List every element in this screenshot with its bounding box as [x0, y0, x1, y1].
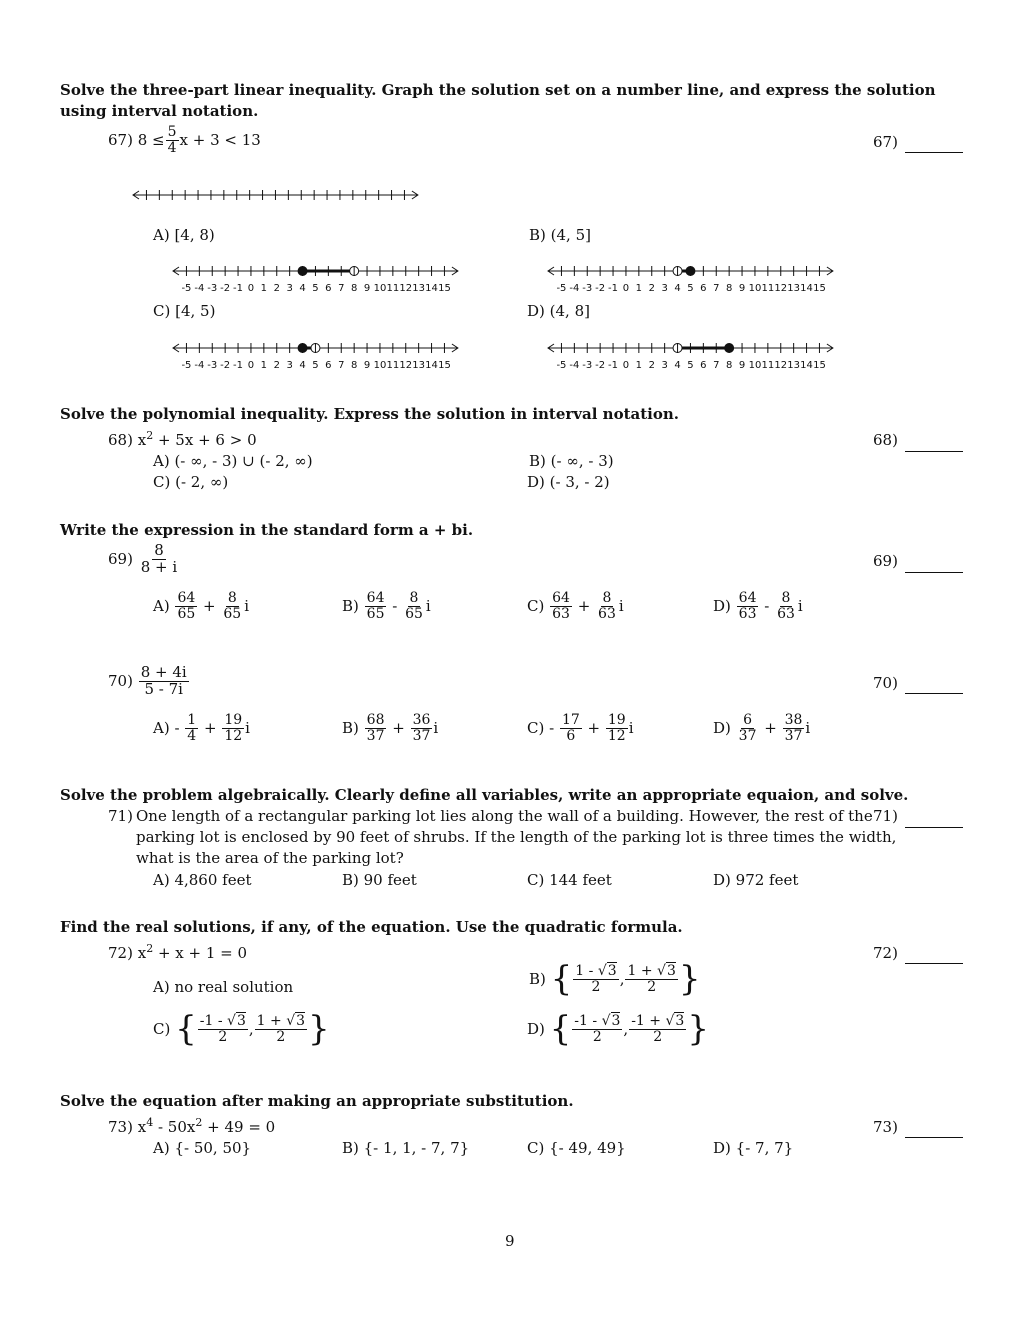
q70-choice-d[interactable]: [713, 713, 810, 743]
tick-label: 11: [386, 283, 400, 294]
q71-text-line-1: One length of a rectangular parking lot lies along the wall of a building. However, the rest of the: [136, 807, 873, 825]
tick-label: 2: [273, 360, 280, 371]
q70-answer-blank[interactable]: [905, 693, 963, 694]
tick-label: -4: [194, 360, 205, 371]
imaginary-unit: i: [433, 719, 439, 738]
fraction: $\frac{17}{6}$: [561, 712, 580, 744]
tick-label: 9: [738, 283, 746, 294]
tick-label: 5: [687, 283, 694, 294]
q68-answer-blank[interactable]: [905, 451, 963, 452]
tick-label: 4: [299, 360, 306, 371]
q71-answer-blank[interactable]: [905, 827, 963, 828]
operator: +: [199, 719, 222, 738]
tick-label: -2: [220, 283, 231, 294]
choice-letter: B): [342, 719, 364, 738]
comma: ,: [248, 1020, 254, 1038]
choice-letter: D): [527, 1020, 550, 1038]
choice-letter: A): [153, 719, 175, 738]
q68-choice-c[interactable]: C) (- 2, ∞): [153, 473, 229, 491]
q67-left: 8 ≤: [137, 131, 165, 150]
tick-label: 7: [338, 283, 345, 294]
q71-text-line-2: parking lot is enclosed by 90 feet of shrubs. If the length of the parking lot is three times the width,: [136, 828, 897, 846]
imaginary-unit: i: [244, 597, 250, 616]
q68-choice-b[interactable]: B) (- ∞, - 3): [529, 452, 614, 470]
q67-right: x + 3 < 13: [179, 131, 261, 150]
tick-label: 14: [425, 360, 438, 371]
root-fraction: $\frac{1 + √3}{2}$: [256, 1012, 306, 1045]
tick-label: 12: [774, 283, 788, 294]
tick-label: 12: [774, 360, 788, 371]
question-68: 68) $x^2 + 5x + 6 > 0$: [108, 429, 257, 449]
root-fraction: $\frac{-1 - √3}{2}$: [574, 1012, 621, 1045]
question-69: 69) $\frac{8}{8 + i}$: [108, 541, 178, 576]
left-brace: {: [175, 1009, 197, 1049]
tick-label: 0: [622, 360, 630, 371]
imaginary-unit: i: [805, 719, 811, 738]
tick-label: 10: [748, 360, 762, 371]
tick-label: -2: [595, 360, 606, 371]
fraction: $\frac{6}{37}$: [738, 712, 757, 744]
q67-number-line-c: [170, 339, 460, 373]
tick-label: -4: [569, 360, 580, 371]
q68-choice-d[interactable]: D) (- 3, - 2): [527, 473, 610, 491]
q72-choice-c[interactable]: [153, 1009, 330, 1049]
q69-choice-a[interactable]: [153, 591, 249, 621]
tick-label: 12: [399, 360, 413, 371]
q67-number-line-b: [545, 262, 835, 296]
fraction: $\frac{8}{63}$: [598, 590, 616, 622]
page-number: 9: [505, 1232, 515, 1250]
q69-answer-blank[interactable]: [905, 572, 963, 573]
q72-answer-blank[interactable]: [905, 963, 963, 964]
q73-answer-label: 73): [873, 1118, 898, 1136]
instruction-linear-inequality: Solve the three-part linear inequality. Graph the solution set on a number line, and express the solution using interval notation.: [60, 81, 936, 120]
tick-label: 3: [286, 283, 293, 294]
fraction: $\frac{64}{63}$: [552, 590, 570, 622]
q73-answer-blank[interactable]: [905, 1137, 963, 1138]
tick-label: 8: [725, 283, 733, 294]
fraction: $\frac{64}{65}$: [177, 590, 196, 622]
tick-label: 7: [713, 283, 720, 294]
q70-answer-label: 70): [873, 674, 898, 692]
root-fraction: $\frac{-1 - √3}{2}$: [199, 1012, 246, 1045]
root-fraction: $\frac{-1 + √3}{2}$: [631, 1012, 685, 1045]
q67-choice-a[interactable]: A) [4, 8): [153, 226, 215, 244]
q67-choice-b[interactable]: B) (4, 5]: [529, 226, 591, 244]
q73-choice-c[interactable]: C) {- 49, 49}: [527, 1139, 626, 1157]
tick-label: 5: [687, 360, 694, 371]
tick-label: 0: [622, 283, 630, 294]
q69-choice-c[interactable]: [527, 591, 624, 621]
tick-label: 4: [674, 360, 681, 371]
q69-choice-d[interactable]: [713, 591, 803, 621]
q71-choice-b[interactable]: B) 90 feet: [342, 871, 417, 889]
question-67: [108, 125, 261, 155]
q67-number-line-d: [545, 339, 835, 373]
choice-letter: A): [153, 597, 175, 616]
imaginary-unit: i: [245, 719, 250, 738]
sign: -: [174, 719, 185, 738]
fraction: $\frac{19}{12}$: [224, 712, 243, 744]
tick-label: 11: [386, 360, 400, 371]
fraction: $\frac{8}{65}$: [405, 590, 423, 622]
tick-label: 1: [635, 360, 643, 371]
tick-label: 6: [700, 360, 707, 371]
closed-endpoint: [724, 343, 734, 353]
q71-choice-d[interactable]: D) 972 feet: [713, 871, 799, 889]
q71-number: 71): [108, 807, 133, 825]
tick-label: 8: [725, 360, 733, 371]
right-brace: }: [687, 1009, 709, 1049]
tick-label: 1: [260, 360, 268, 371]
choice-letter: D): [713, 597, 736, 616]
tick-label: 8: [350, 360, 358, 371]
operator: +: [759, 719, 782, 738]
closed-endpoint: [685, 266, 695, 276]
tick-label: 12: [399, 283, 413, 294]
tick-label: 14: [800, 283, 813, 294]
tick-label: -2: [220, 360, 231, 371]
instruction-quadratic-formula: Find the real solutions, if any, of the equation. Use the quadratic formula.: [60, 918, 683, 936]
root-fraction: $\frac{1 + √3}{2}$: [627, 962, 676, 995]
operator: +: [198, 597, 221, 616]
left-brace: {: [550, 959, 573, 999]
operator: -: [759, 597, 775, 616]
tick-label: 7: [713, 360, 720, 371]
choice-letter: C): [153, 1020, 176, 1038]
fraction: $\frac{38}{37}$: [784, 712, 803, 744]
tick-label: 13: [412, 283, 426, 294]
fraction: $\frac{68}{37}$: [366, 712, 385, 744]
tick-label: 14: [425, 283, 438, 294]
instruction-polynomial-inequality: Solve the polynomial inequality. Express the solution in interval notation.: [60, 405, 679, 423]
comma: ,: [623, 1020, 629, 1038]
tick-label: 15: [438, 360, 451, 371]
tick-label: 4: [674, 283, 681, 294]
tick-label: 11: [761, 360, 775, 371]
q67-answer-label: 67): [873, 133, 898, 151]
q71-choice-c[interactable]: C) 144 feet: [527, 871, 612, 889]
choice-letter: D): [713, 719, 736, 738]
tick-label: 3: [661, 283, 668, 294]
fraction: $\frac{1}{4}$: [187, 712, 197, 744]
operator: +: [572, 597, 596, 616]
tick-label: 13: [787, 283, 801, 294]
tick-label: 2: [273, 283, 280, 294]
tick-label: 2: [648, 283, 655, 294]
q67-choice-c[interactable]: C) [4, 5): [153, 302, 216, 320]
q73-choice-b[interactable]: B) {- 1, 1, - 7, 7}: [342, 1139, 470, 1157]
root-fraction: $\frac{1 - √3}{2}$: [575, 962, 617, 995]
tick-label: 13: [787, 360, 801, 371]
tick-label: -5: [181, 283, 192, 294]
tick-label: 9: [363, 283, 371, 294]
tick-label: -5: [556, 360, 567, 371]
instruction-standard-form: Write the expression in the standard form a + bi.: [60, 521, 474, 539]
tick-label: 1: [635, 283, 643, 294]
fraction: $\frac{64}{63}$: [738, 590, 757, 622]
q70-choice-b[interactable]: [342, 713, 438, 743]
q67-coefficient: $\frac{5}{4}$: [167, 124, 177, 156]
tick-label: 9: [363, 360, 371, 371]
imaginary-unit: i: [628, 719, 634, 738]
q71-choice-a[interactable]: A) 4,860 feet: [153, 871, 252, 889]
left-brace: {: [549, 1009, 572, 1049]
tick-label: 4: [299, 283, 306, 294]
tick-label: 13: [412, 360, 426, 371]
q67-answer-blank[interactable]: [905, 152, 963, 153]
tick-label: -4: [569, 283, 580, 294]
sign: -: [549, 719, 559, 738]
tick-label: 9: [738, 360, 746, 371]
q73-choice-d[interactable]: D) {- 7, 7}: [713, 1139, 794, 1157]
tick-label: 10: [748, 283, 762, 294]
q68-choice-a[interactable]: A) (- ∞, - 3) ∪ (- 2, ∞): [153, 452, 313, 470]
tick-label: -3: [582, 360, 593, 371]
tick-label: 5: [312, 360, 319, 371]
q72-choice-a[interactable]: A) no real solution: [153, 978, 294, 996]
q68-answer-label: 68): [873, 431, 898, 449]
tick-label: 6: [325, 360, 332, 371]
tick-label: 2: [648, 360, 655, 371]
fraction: $\frac{36}{37}$: [412, 712, 431, 744]
tick-label: 10: [373, 360, 387, 371]
imaginary-unit: i: [618, 597, 624, 616]
q69-choice-b[interactable]: [342, 591, 431, 621]
tick-label: -2: [595, 283, 606, 294]
q70-choice-a[interactable]: [153, 713, 250, 743]
tick-label: 1: [260, 283, 268, 294]
tick-label: 15: [813, 283, 826, 294]
q72-answer-label: 72): [873, 944, 898, 962]
q71-answer-label: 71): [873, 807, 898, 825]
operator: +: [582, 719, 605, 738]
q71-text-line-3: what is the area of the parking lot?: [136, 849, 404, 867]
operator: -: [387, 597, 403, 616]
q67-number: 67): [108, 131, 133, 150]
tick-label: -3: [582, 283, 593, 294]
tick-label: -1: [608, 360, 619, 371]
tick-label: -3: [207, 283, 218, 294]
tick-label: 5: [312, 283, 319, 294]
instruction-word-problem: Solve the problem algebraically. Clearly define all variables, write an appropriate equaion, and solve.: [60, 786, 909, 804]
question-72: 72) $x^2 + x + 1 = 0$: [108, 942, 248, 962]
tick-label: -1: [233, 283, 244, 294]
q67-blank-number-line: [130, 186, 420, 206]
tick-label: -5: [181, 360, 192, 371]
fraction: $\frac{64}{65}$: [366, 590, 385, 622]
fraction: $\frac{8}{65}$: [223, 590, 242, 622]
tick-label: -1: [608, 283, 619, 294]
q70-choice-c[interactable]: [527, 713, 634, 743]
comma: ,: [619, 970, 625, 988]
tick-label: 11: [761, 283, 775, 294]
tick-label: -1: [233, 360, 244, 371]
tick-label: 0: [247, 283, 255, 294]
q72-choice-b[interactable]: [529, 959, 701, 999]
tick-label: 3: [661, 360, 668, 371]
tick-label: -4: [194, 283, 205, 294]
choice-letter: B): [342, 597, 364, 616]
right-brace: }: [678, 959, 701, 999]
tick-label: 3: [286, 360, 293, 371]
q67-choice-d[interactable]: D) (4, 8]: [527, 302, 590, 320]
choice-letter: C): [527, 597, 550, 616]
question-70: 70) $\frac{8 + 4i}{5 - 7i}$: [108, 663, 187, 698]
fraction: $\frac{8}{63}$: [777, 590, 795, 622]
q69-answer-label: 69): [873, 552, 898, 570]
tick-label: 8: [350, 283, 358, 294]
imaginary-unit: i: [797, 597, 803, 616]
q72-choice-d[interactable]: [527, 1009, 709, 1049]
right-brace: }: [308, 1009, 330, 1049]
instruction-substitution: Solve the equation after making an appropriate substitution.: [60, 1092, 574, 1110]
question-73: 73) $x^4 - 50x^2 + 49 = 0$: [108, 1116, 276, 1136]
q73-choice-a[interactable]: A) {- 50, 50}: [153, 1139, 252, 1157]
tick-label: -5: [556, 283, 567, 294]
tick-label: 15: [438, 283, 451, 294]
tick-label: 0: [247, 360, 255, 371]
tick-label: 6: [325, 283, 332, 294]
tick-label: -3: [207, 360, 218, 371]
closed-endpoint: [298, 266, 308, 276]
closed-endpoint: [298, 343, 308, 353]
operator: +: [387, 719, 410, 738]
tick-label: 6: [700, 283, 707, 294]
choice-letter: C): [527, 719, 550, 738]
imaginary-unit: i: [425, 597, 431, 616]
tick-label: 10: [373, 283, 387, 294]
tick-label: 7: [338, 360, 345, 371]
choice-letter: B): [529, 970, 551, 988]
q67-number-line-a: [170, 262, 460, 296]
tick-label: 14: [800, 360, 813, 371]
tick-label: 15: [813, 360, 826, 371]
fraction: $\frac{19}{12}$: [607, 712, 626, 744]
